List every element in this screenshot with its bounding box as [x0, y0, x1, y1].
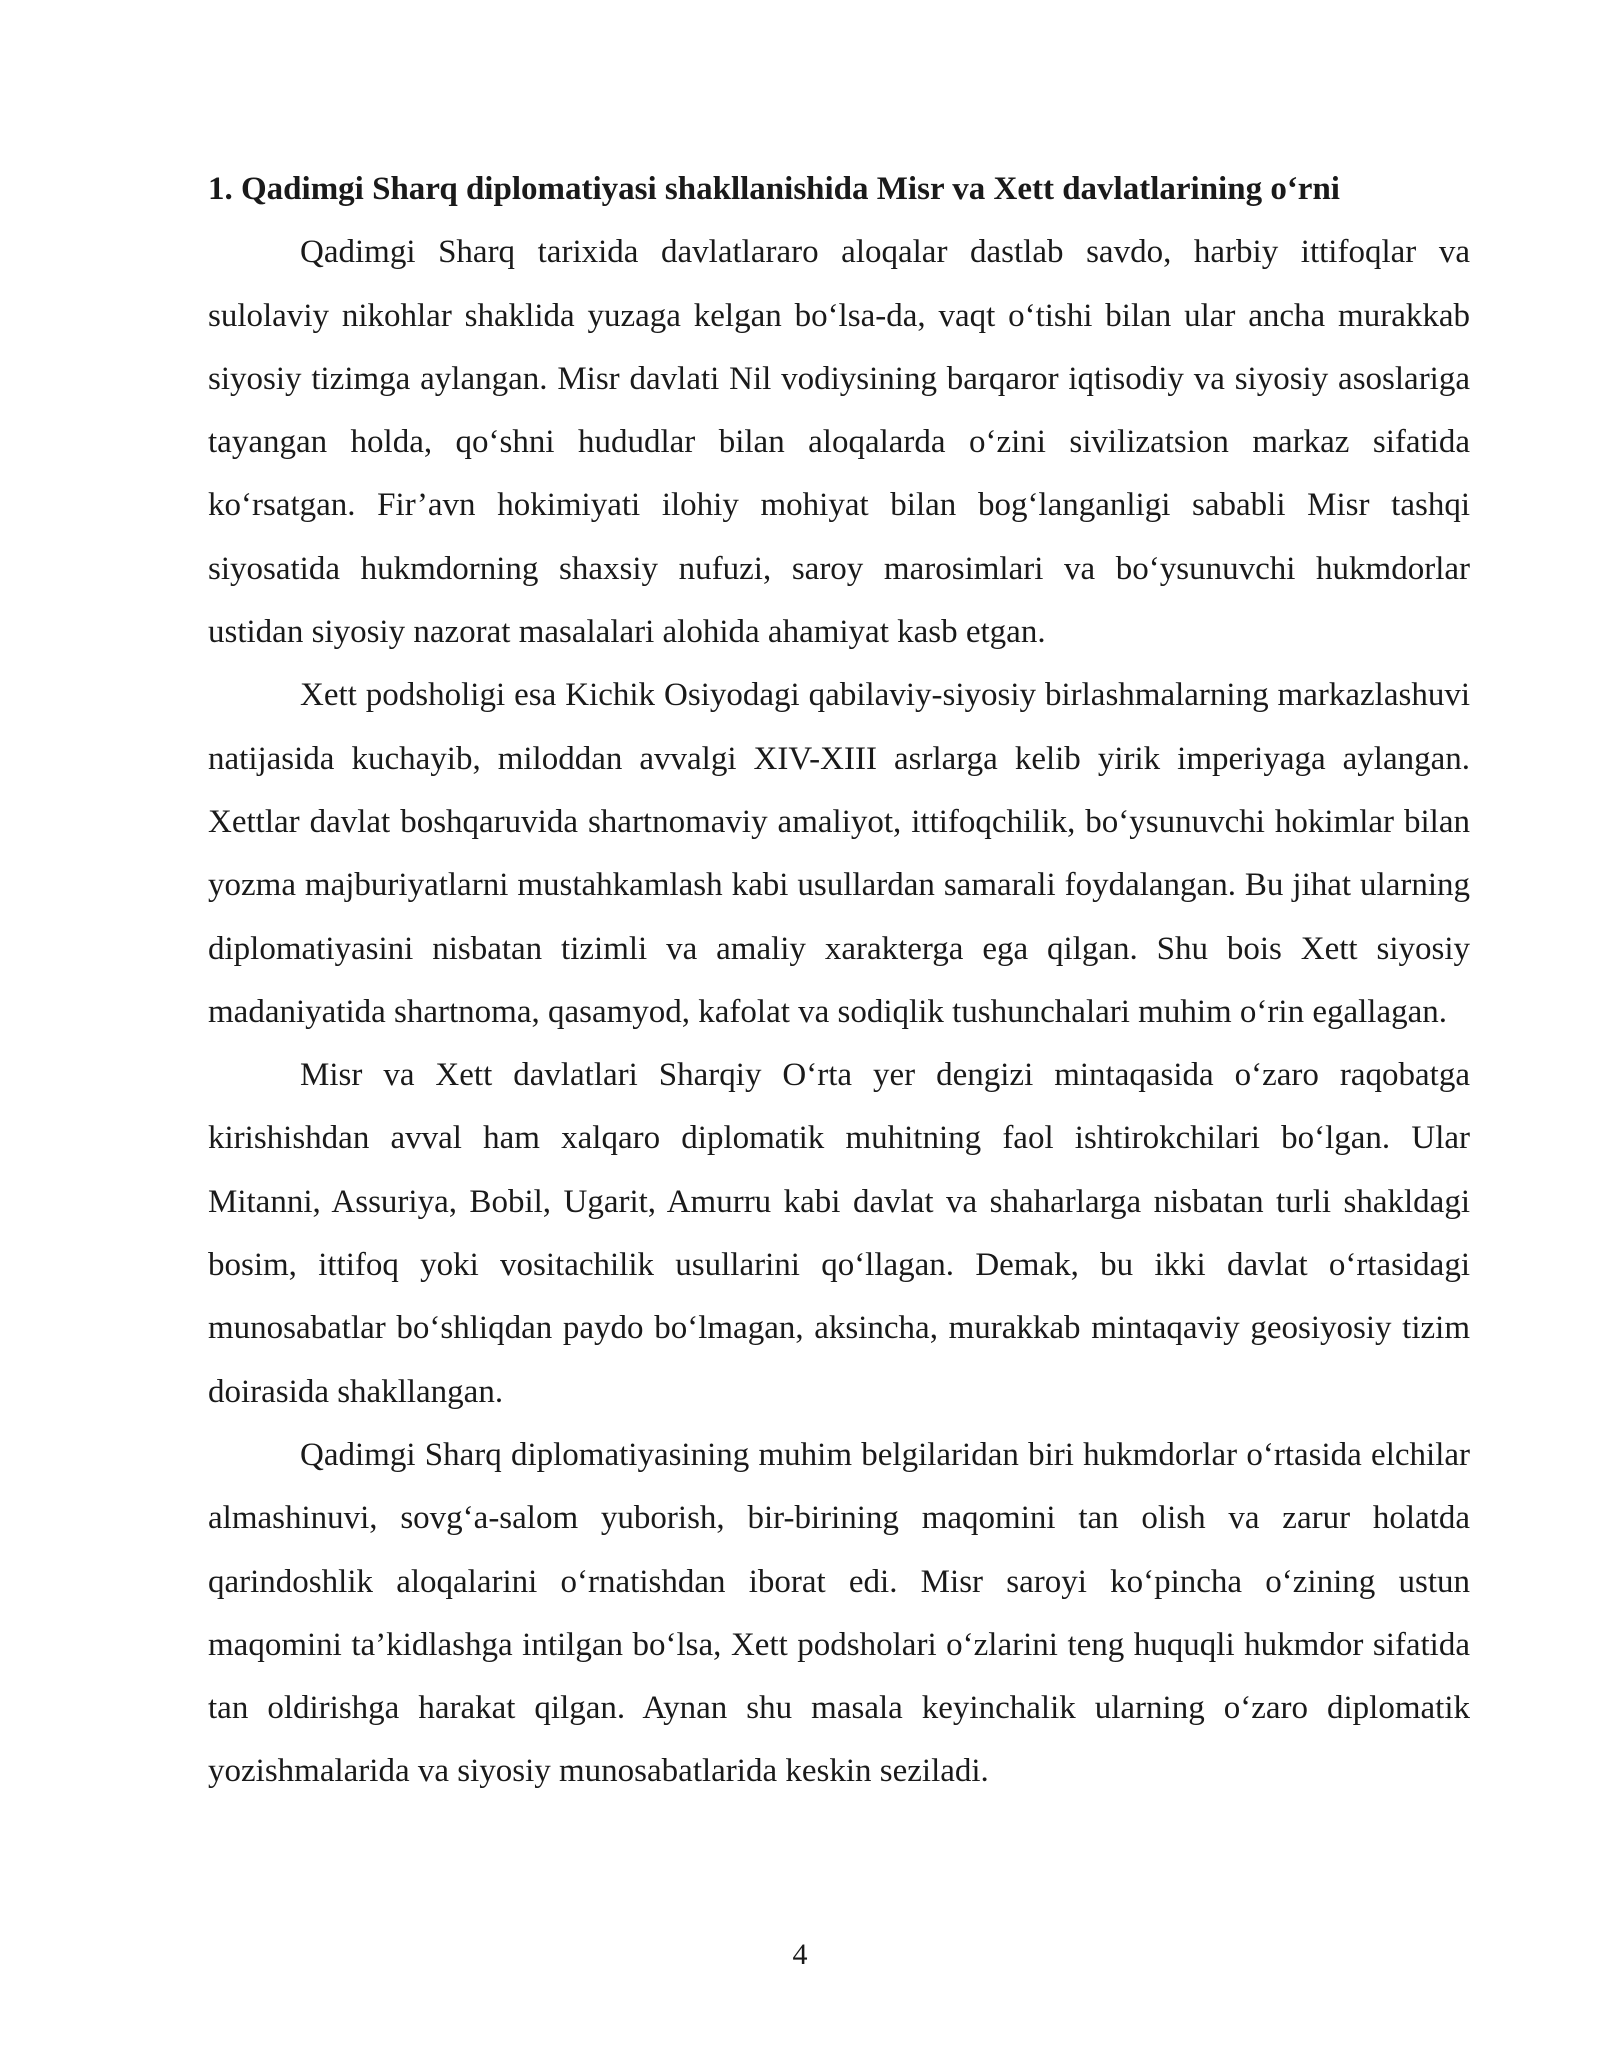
- page-body: [208, 158, 1470, 1804]
- section-heading: 1. Qadimgi Sharq diplomatiyasi shakllanishida Misr va Xett davlatlarining o‘rni: [208, 171, 1340, 207]
- paragraph-2: Xett podsholigi esa Kichik Osiyodagi qabilaviy-siyosiy birlashmalarning markazlashuvi natijasida kuchayib, miloddan avvalgi XIV-XIII asrlarga kelib yirik imperiyaga aylangan. Xettlar davlat boshqaruvida shartnomaviy amaliyot, ittifoqchilik, bo‘ysunuvchi hokimlar bilan yozma majburiyatlarni mustahkamlash kabi usullardan samarali foydalangan. Bu jihat ularning diplomatiyasini nisbatan tizimli va amaliy xarakterga ega qilgan. Shu bois Xett siyosiy madaniyatida shartnoma, qasamyod, kafolat va sodiqlik tushunchalari muhim o‘rin egallagan.: [208, 677, 1470, 1030]
- paragraph-1: Qadimgi Sharq tarixida davlatlararo aloqalar dastlab savdo, harbiy ittifoqlar va sulolaviy nikohlar shaklida yuzaga kelgan bo‘lsa-da, vaqt o‘tishi bilan ular ancha murakkab siyosiy tizimga aylangan. Misr davlati Nil vodiysining barqaror iqtisodiy va siyosiy asoslariga tayangan holda, qo‘shni hududlar bilan aloqalarda o‘zini sivilizatsion markaz sifatida ko‘rsatgan. Fir’avn hokimiyati ilohiy mohiyat bilan bog‘langanligi sababli Misr tashqi siyosatida hukmdorning shaxsiy nufuzi, saroy marosimlari va bo‘ysunuvchi hukmdorlar ustidan siyosiy nazorat masalalari alohida ahamiyat kasb etgan.: [208, 234, 1470, 651]
- paragraph-3: Misr va Xett davlatlari Sharqiy O‘rta yer dengizi mintaqasida o‘zaro raqobatga kirishishdan avval ham xalqaro diplomatik muhitning faol ishtirokchilari bo‘lgan. Ular Mitanni, Assuriya, Bobil, Ugarit, Amurru kabi davlat va shaharlarga nisbatan turli shakldagi bosim, ittifoq yoki vositachilik usullarini qo‘llagan. Demak, bu ikki davlat o‘rtasidagi munosabatlar bo‘shliqdan paydo bo‘lmagan, aksincha, murakkab mintaqaviy geosiyosiy tizim doirasida shakllangan.: [208, 1057, 1470, 1410]
- page-number: 4: [792, 1938, 808, 1971]
- paragraph-4: Qadimgi Sharq diplomatiyasining muhim belgilaridan biri hukmdorlar o‘rtasida elchilar almashinuvi, sovg‘a-salom yuborish, bir-birining maqomini tan olish va zarur holatda qarindoshlik aloqalarini o‘rnatishdan iborat edi. Misr saroyi ko‘pincha o‘zining ustun maqomini ta’kidlashga intilgan bo‘lsa, Xett podsholari o‘zlarini teng huquqli hukmdor sifatida tan oldirishga harakat qilgan. Aynan shu masala keyinchalik ularning o‘zaro diplomatik yozishmalarida va siyosiy munosabatlarida keskin seziladi.: [208, 1436, 1470, 1790]
